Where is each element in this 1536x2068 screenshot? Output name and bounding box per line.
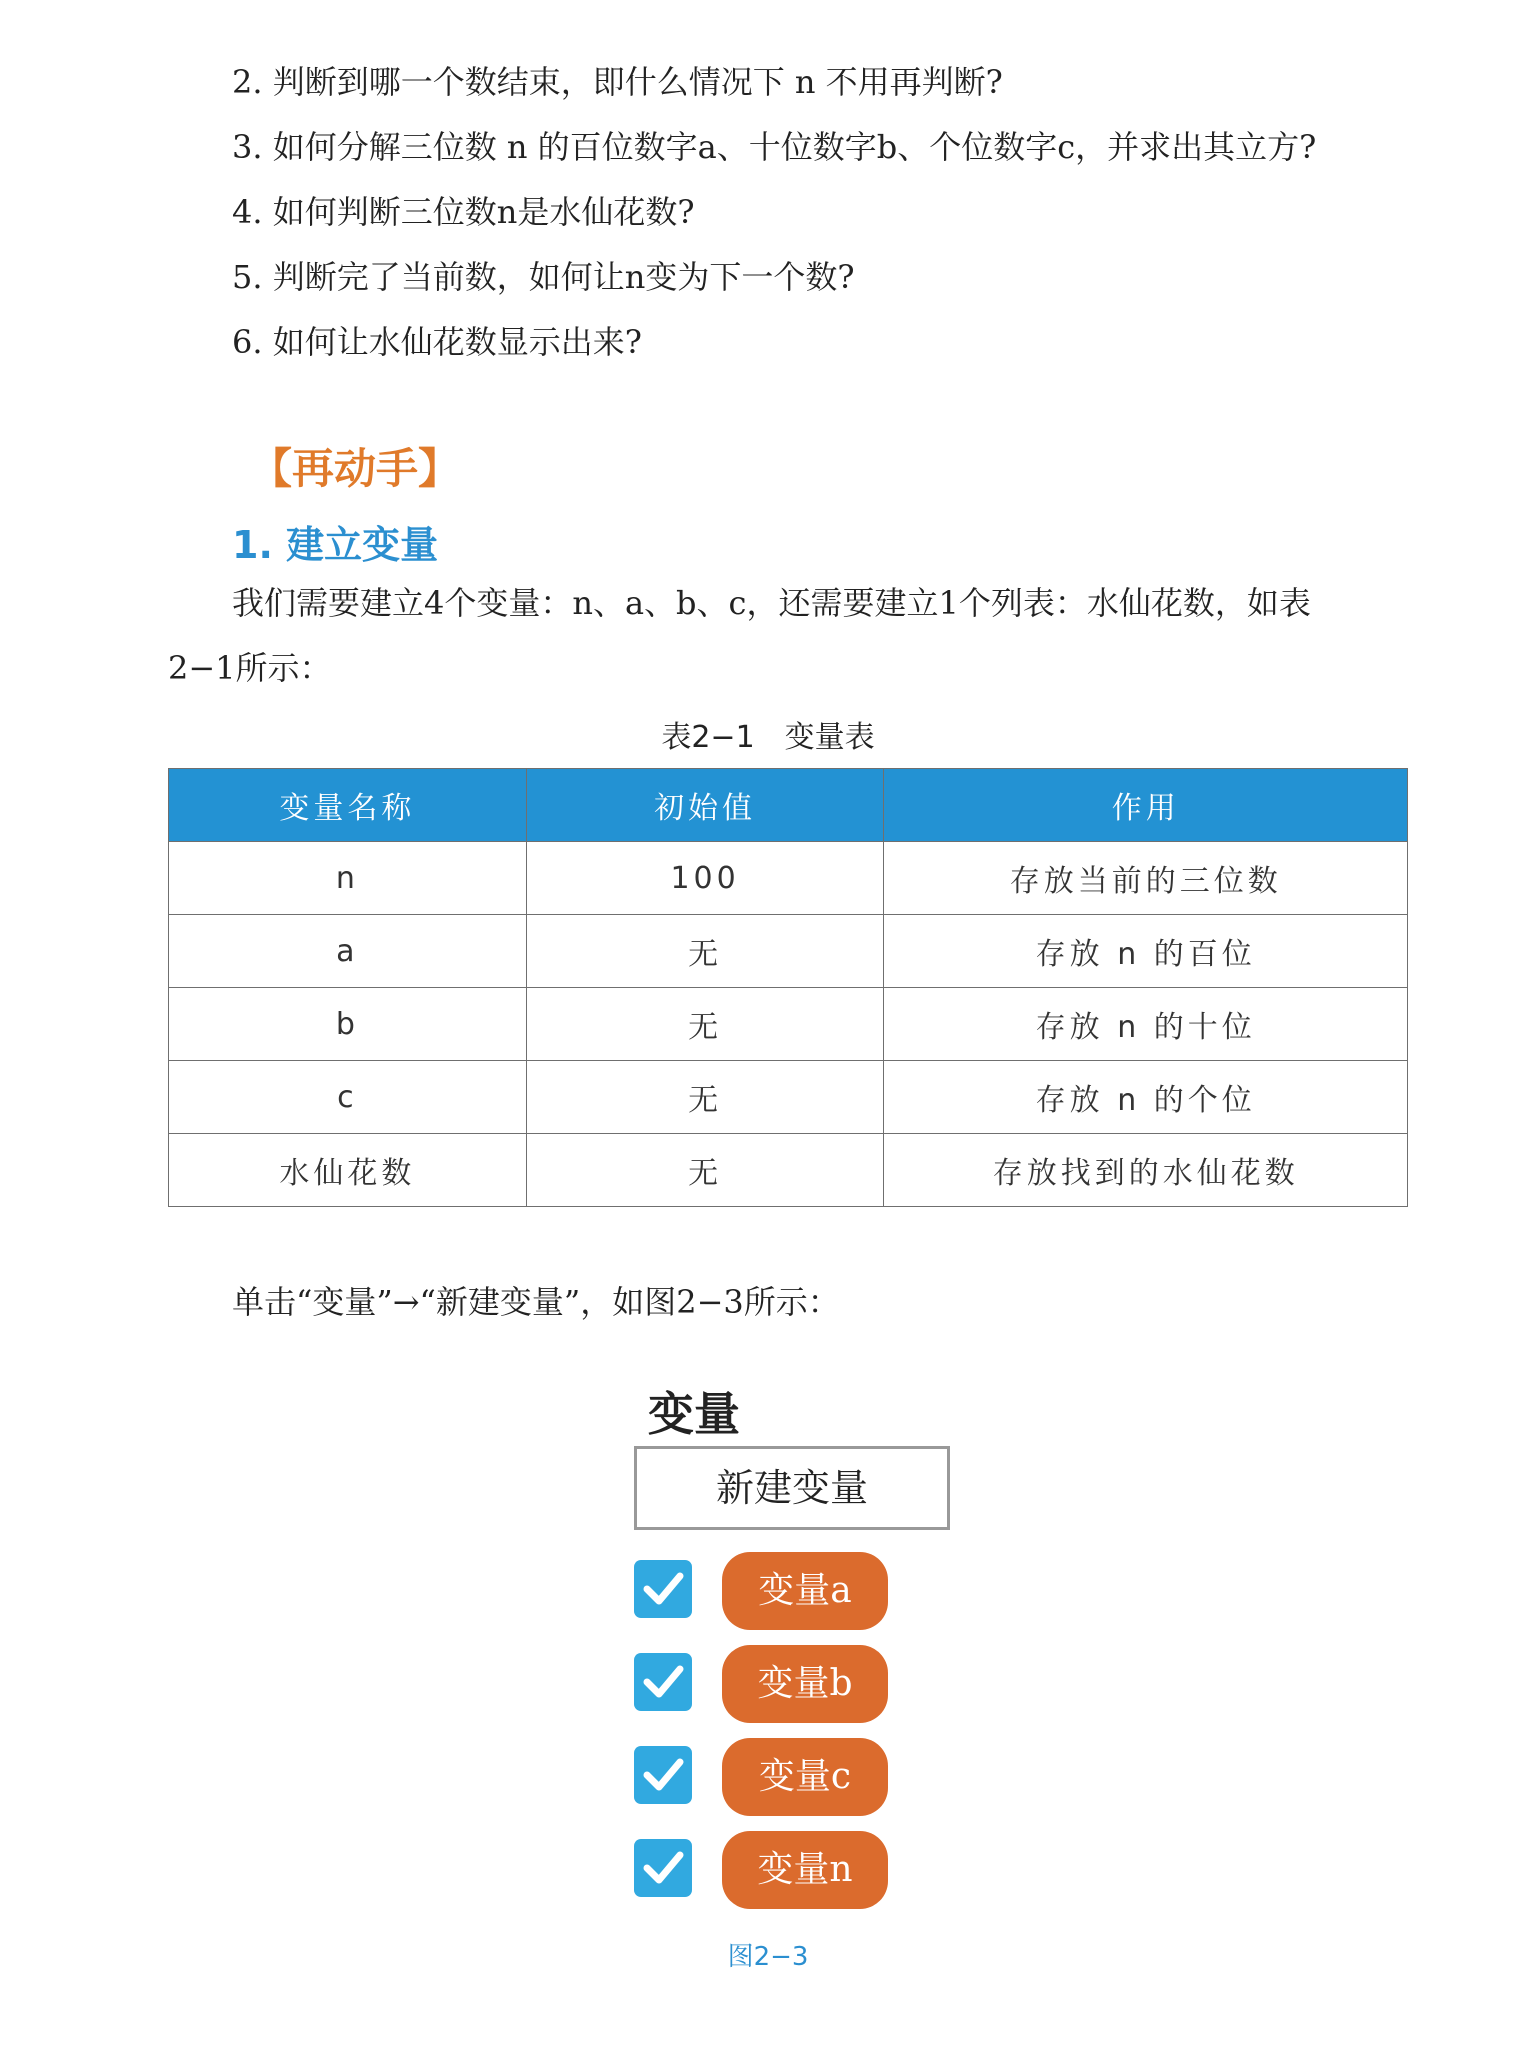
variable-checkbox[interactable]: [634, 1653, 692, 1711]
question-2: 2. 判断到哪一个数结束，即什么情况下 n 不用再判断?: [232, 63, 1003, 101]
table-header-cell: 作用: [884, 769, 1408, 842]
instruction-text: 单击“变量”→“新建变量”，如图2−3所示：: [232, 1283, 840, 1321]
question-6: 6. 如何让水仙花数显示出来?: [232, 323, 642, 361]
variable-block-b[interactable]: 变量b: [722, 1645, 888, 1723]
table-cell: b: [169, 988, 527, 1061]
table-header-cell: 变量名称: [169, 769, 527, 842]
variable-block-n[interactable]: 变量n: [722, 1831, 888, 1909]
table-row: [169, 915, 1408, 988]
subsection-title: 1. 建立变量: [232, 523, 439, 567]
variable-checkbox[interactable]: [634, 1560, 692, 1618]
table-cell: 存放 n 的十位: [884, 988, 1408, 1061]
table-cell: 存放找到的水仙花数: [884, 1134, 1408, 1207]
table-caption: 表2−1 变量表: [661, 720, 875, 755]
variable-checkbox[interactable]: [634, 1746, 692, 1804]
question-3: 3. 如何分解三位数 n 的百位数字a、十位数字b、个位数字c，并求出其立方?: [232, 128, 1317, 166]
variables-panel-title: 变量: [648, 1387, 740, 1441]
table-cell: 无: [526, 915, 884, 988]
table-row: [169, 1134, 1408, 1207]
table-cell: 无: [526, 1061, 884, 1134]
table-cell: n: [169, 842, 527, 915]
table-cell: 100: [526, 842, 884, 915]
table-header-cell: 初始值: [526, 769, 884, 842]
new-variable-button[interactable]: 新建变量: [634, 1446, 950, 1530]
figure-caption: 图2−3: [727, 1942, 809, 1972]
variable-block-a[interactable]: 变量a: [722, 1552, 888, 1630]
table-row: [169, 1061, 1408, 1134]
table-cell: a: [169, 915, 527, 988]
question-5: 5. 判断完了当前数，如何让n变为下一个数?: [232, 258, 855, 296]
variable-table: [168, 768, 1408, 1207]
table-header-row: [169, 769, 1408, 842]
table-cell: 存放 n 的个位: [884, 1061, 1408, 1134]
checkmark-icon: [640, 1659, 686, 1705]
checkmark-icon: [640, 1845, 686, 1891]
checkmark-icon: [640, 1566, 686, 1612]
section-title: 【再动手】: [250, 444, 461, 493]
table-cell: c: [169, 1061, 527, 1134]
table-cell: 存放 n 的百位: [884, 915, 1408, 988]
table-cell: 无: [526, 1134, 884, 1207]
table-row: [169, 988, 1408, 1061]
table-cell: 水仙花数: [169, 1134, 527, 1207]
intro-paragraph-line2: 2−1所示：: [168, 649, 332, 687]
table-cell: 无: [526, 988, 884, 1061]
table-cell: 存放当前的三位数: [884, 842, 1408, 915]
intro-paragraph-line1: 我们需要建立4个变量：n、a、b、c，还需要建立1个列表：水仙花数，如表: [232, 584, 1311, 622]
checkmark-icon: [640, 1752, 686, 1798]
question-4: 4. 如何判断三位数n是水仙花数?: [232, 193, 695, 231]
table-row: [169, 842, 1408, 915]
variable-checkbox[interactable]: [634, 1839, 692, 1897]
variable-block-c[interactable]: 变量c: [722, 1738, 888, 1816]
